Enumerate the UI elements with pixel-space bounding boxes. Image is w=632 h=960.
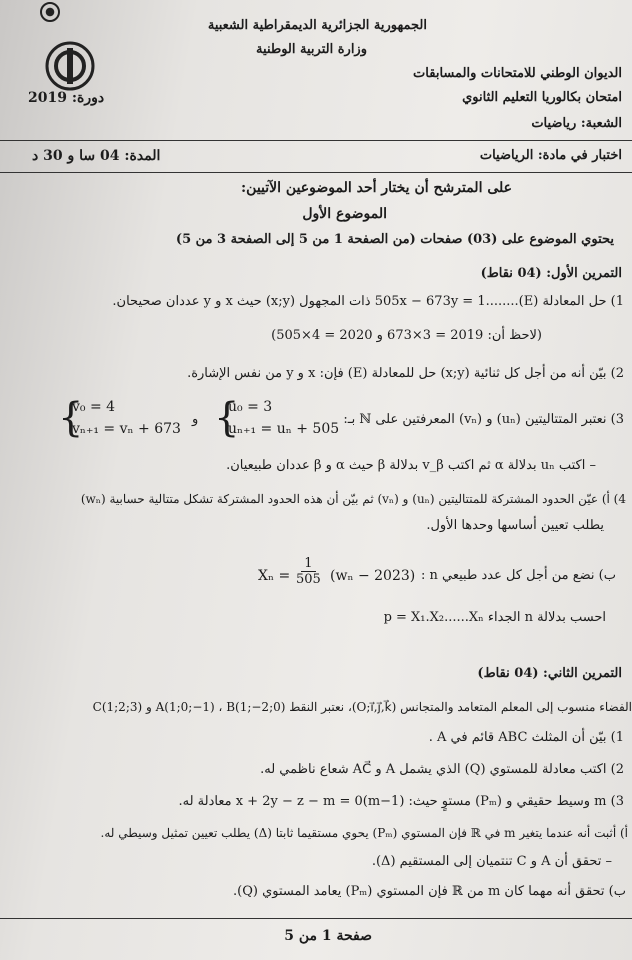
ex2-intro: الفضاء منسوب إلى المعلم المتعامد والمتجانس (O;i⃗,j⃗,k⃗)، نعتبر النقط A(1;0;−1) ، B(1;−2;0) و C(1;2;3) — [92, 700, 632, 714]
duration-line: المدة: 04 سا و 30 د — [32, 148, 161, 164]
xn-fraction — [296, 556, 321, 587]
ex2-question-1: 1) بيّن أن المثلث ABC قائم في A . — [428, 730, 624, 745]
ex2-question-3a-sub: – تحقق أن A و C تنتميان إلى المستقيم (Δ). — [371, 854, 612, 869]
ex2-question-3b: ب) تحقق أنه مهما كان m من ℝ فإن المستوي (Pₘ) يعامد المستوي (Q). — [232, 884, 626, 899]
stream-line: الشعبة: رياضيات — [531, 116, 622, 131]
ministry-logo-icon — [44, 40, 96, 92]
xn-lhs: Xₙ = — [258, 568, 291, 584]
ex1-question-2: 2) بيّن أنه من أجل كل ثنائية (x;y) حل للمعادلة (E) فإن: x و y من نفس الإشارة. — [187, 366, 624, 381]
instruction-text: على المترشح أن يختار أحد الموضوعين الآتيين: — [241, 180, 512, 196]
office-line: الديوان الوطني للامتحانات والمسابقات — [413, 66, 622, 81]
sequence-u-recurrence: uₙ₊₁ = uₙ + 505 — [228, 421, 340, 437]
system-v-brace: { — [58, 395, 84, 441]
ex2-question-3a: أ) أثبت أنه عندما يتغير m في ℝ فإن المستوي (Pₘ) يحوي مستقيما ثابتا (Δ) يطلب تعيين تمثيل وسيطي له. — [100, 826, 628, 840]
ex1-question-1: 1) حل المعادلة (E)........505x − 673y = 1 ذات المجهول (x;y) حيث x و y عددان صحيحان. — [112, 294, 624, 309]
sequence-v0: v₀ = 4 — [72, 399, 116, 415]
top-left-mark-icon — [40, 2, 60, 22]
ministry-line: وزارة التربية الوطنية — [256, 42, 367, 57]
page-number: صفحة 1 من 5 — [284, 928, 372, 944]
ex1-question-4b-product: احسب بدلالة n الجداء p = X₁.X₂......Xₙ — [383, 610, 606, 625]
header-divider-top — [0, 140, 632, 141]
exam-line: امتحان بكالوريا التعليم الثانوي — [462, 90, 622, 105]
system-u-brace: { — [214, 395, 240, 441]
exercise-2-title: التمرين الثاني: (04 نقاط) — [477, 666, 622, 681]
ex1-question-3: 3) نعتبر المتتاليتين (uₙ) و (vₙ) المعرفتين على ℕ بـ: — [343, 412, 624, 427]
ex1-question-4a: 4) أ) عيّن الحدود المشتركة للمتتاليتين (uₙ) و (vₙ) ثم بيّن أن هذه الحدود المشتركة تشكل متتالية حسابية (wₙ) — [80, 492, 626, 506]
xn-fraction-numerator: 1 — [301, 556, 315, 572]
republic-line: الجمهورية الجزائرية الديمقراطية الشعبية — [207, 18, 427, 33]
ex1-question-4a-cont: يطلب تعيين أساسها وحدها الأول. — [426, 518, 604, 533]
ex1-question-1-note: (لاحظ أن: 2019 = 3×673 و 2020 = 4×505) — [271, 328, 542, 343]
ex2-question-3: 3) m وسيط حقيقي و (Pₘ) مستوٍ حيث: (m−1)x + 2y − z − m = 0 معادلة له. — [178, 794, 624, 809]
subject-line: اختبار في مادة: الرياضيات — [479, 148, 622, 163]
system-u — [228, 396, 339, 440]
xn-rhs: (wₙ − 2023) — [330, 568, 416, 584]
ex1-question-3-sub: – اكتب uₙ بدلالة α ثم اكتب v_β بدلالة β حيث α و β عددان طبيعيان. — [226, 458, 596, 473]
session-label: دورة: 2019 — [28, 90, 105, 106]
systems-conjunction: و — [192, 412, 199, 427]
ex2-question-2: 2) اكتب معادلة للمستوي (Q) الذي يشمل A و AC⃗ شعاع ناظمي له. — [260, 762, 624, 777]
topic-title: الموضوع الأول — [302, 206, 387, 222]
header-divider-bottom — [0, 172, 632, 173]
exercise-1-title: التمرين الأول: (04 نقاط) — [480, 266, 622, 281]
pages-note: يحتوي الموضوع على (03) صفحات (من الصفحة 1 من 5 إلى الصفحة 3 من 5) — [175, 232, 614, 247]
footer-divider — [0, 918, 632, 919]
sequence-v-recurrence: vₙ₊₁ = vₙ + 673 — [72, 421, 181, 437]
sequence-u0: u₀ = 3 — [228, 399, 273, 415]
system-v — [72, 396, 181, 440]
xn-fraction-denominator: 505 — [296, 572, 321, 587]
ex1-question-4b: ب) نضع من أجل كل عدد طبيعي n : — [421, 568, 616, 583]
